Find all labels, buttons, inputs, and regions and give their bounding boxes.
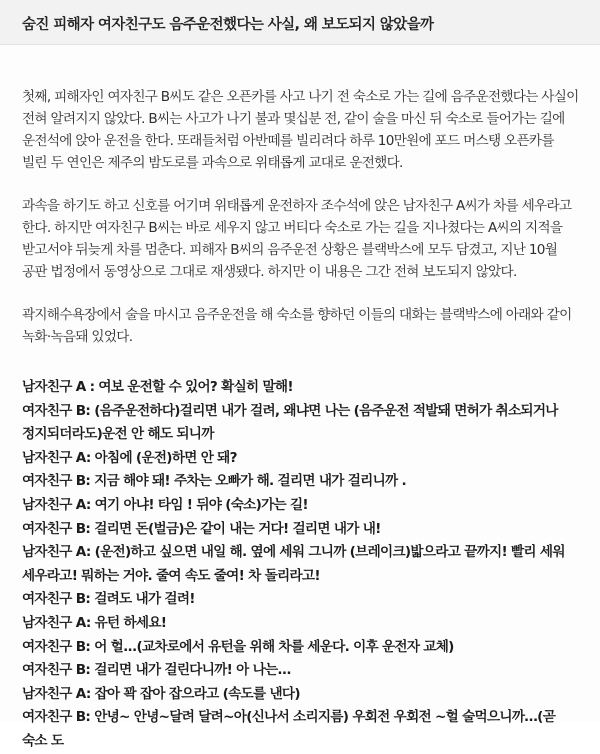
title-bar — [0, 0, 600, 45]
paragraph-2: 과속을 하기도 하고 신호를 어기며 위태롭게 운전하자 조수석에 앉은 남자친구 A씨가 차를 세우라고 한다. 하지만 여자친구 B씨는 바로 세우지 않고 버티다 숙소로 가는 길을 지나쳤다는 A씨의 지적을 받고서야 뒤늦게 차를 멈춘다. 피해자 B씨의 음주운전 상황은 블랙박스에 모두 담겼고, 지난 10월 공판 법정에서 동영상으로 그대로 재생됐다. 하지만 이 내용은 그간 전혀 보도되지 않았다. — [22, 198, 572, 280]
article-body — [22, 86, 582, 369]
dialogue-line: 여자친구 B: (음주운전하다)걸리면 내가 걸려, 왜냐면 나는 (음주운전 적발돼 면허가 취소되거나 정지되더라도)운전 안 해도 되니까 — [22, 402, 558, 443]
dialogue-transcript — [22, 376, 582, 754]
dialogue-line: 남자친구 A: 유턴 하세요! — [22, 614, 167, 631]
paragraph-3: 곽지해수욕장에서 술을 마시고 음주운전을 해 숙소를 향하던 이들의 대화는 블랙박스에 아래와 같이 녹화·녹음돼 있었다. — [22, 307, 572, 345]
dialogue-line: 남자친구 A: 잡아 꽉 잡아 잡으라고 (속도를 낸다) — [22, 685, 300, 702]
dialogue-line: 남자친구 A: 아침에 (운전)하면 안 돼? — [22, 449, 237, 466]
dialogue-line: 여자친구 B: 안녕~ 안녕~달려 달려~아(신나서 소리지름) 우회전 우회전 ~헐 술먹으니까…(곧 숙소 도 — [22, 709, 556, 749]
dialogue-line: 여자친구 B: 걸리면 내가 걸린다니까! 아 나는... — [22, 662, 291, 679]
article-title: 숨진 피해자 여자친구도 음주운전했다는 사실, 왜 보도되지 않았을까 — [22, 17, 434, 33]
dialogue-line: 여자친구 B: 지금 해야 돼! 주차는 오빠가 해. 걸리면 내가 걸리니까 . — [22, 473, 406, 490]
dialogue-line: 남자친구 A: (운전)하고 싶으면 내일 해. 옆에 세워 그니까 (브레이크)밟으라고 끝까지! 빨리 세워 세우라고! 뭐하는 거야. 줄여 속도 줄여! 차 돌리라고! — [22, 544, 565, 584]
dialogue-line: 여자친구 B: 어 헐...(교차로에서 유턴을 위해 차를 세운다. 이후 운전자 교체) — [22, 638, 454, 655]
dialogue-line: 여자친구 B: 걸리면 돈(벌금)은 같이 내는 거다! 걸리면 내가 내! — [22, 520, 381, 537]
paragraph-1: 첫째, 피해자인 여자친구 B씨도 같은 오픈카를 사고 나기 전 숙소로 가는 길에 음주운전했다는 사실이 전혀 알려지지 않았다. B씨는 사고가 나기 불과 몇십분 전, 같이 술을 마신 뒤 숙소로 들어가는 길에 운전석에 앉아 운전을 한다. 또래들처럼 아반떼를 빌리려다 하루 10만원에 포드 머스탱 오픈카를 빌린 두 연인은 제주의 밤도로를 과속으로 위태롭게 교대로 운전했다. — [22, 89, 579, 171]
dialogue-line: 남자친구 A: 여기 아냐! 타임 ! 뒤야 (숙소)가는 길! — [22, 496, 308, 513]
dialogue-line: 남자친구 A : 여보 운전할 수 있어? 확실히 말해! — [22, 379, 293, 395]
dialogue-line: 여자친구 B: 걸려도 내가 걸려! — [22, 591, 195, 608]
